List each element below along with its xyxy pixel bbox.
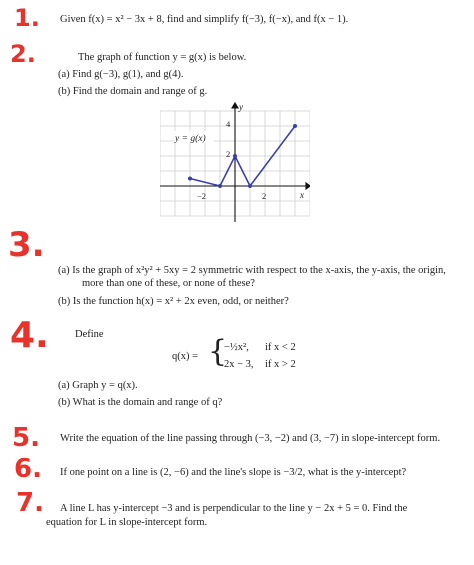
problem-4-define: Define — [75, 329, 104, 340]
problem-number-3: 3. — [8, 225, 45, 265]
x-axis-label: x — [300, 190, 304, 200]
problem-3-part-a-line2: more than one of these, or none of these? — [82, 278, 255, 289]
problem-4-part-a: (a) Graph y = q(x). — [58, 380, 138, 391]
problem-5-text: Write the equation of the line passing through (−3, −2) and (3, −7) in slope-intercept form. — [60, 433, 441, 444]
problem-2-intro: The graph of function y = g(x) is below. — [78, 52, 247, 63]
graph-label: y = g(x) — [175, 134, 206, 144]
problem-number-5: 5. — [12, 423, 40, 453]
problem-6-text: If one point on a line is (2, −6) and the line's slope is −3/2, what is the y-intercept? — [60, 467, 407, 478]
problem-7-line1: A line L has y-intercept −3 and is perpendicular to the line y − 2x + 5 = 0. Find the — [60, 503, 408, 514]
problem-7-line2: equation for L in slope-intercept form. — [46, 517, 208, 528]
graph-point — [218, 184, 222, 188]
graph-point — [293, 124, 297, 128]
piecewise-name: q(x) = — [172, 351, 199, 362]
problem-number-4: 4. — [10, 315, 49, 356]
graph-point — [233, 154, 237, 158]
piecewise-case1-cond: if x < 2 — [265, 342, 296, 353]
problem-3-part-b: (b) Is the function h(x) = x² + 2x even, odd, or neither? — [58, 296, 289, 307]
problem-number-6: 6. — [14, 454, 42, 484]
problem-1-text: Given f(x) = x² − 3x + 8, find and simplify f(−3), f(−x), and f(x − 1). — [60, 14, 349, 25]
piecewise-case1-expr: −½x², — [224, 342, 249, 353]
axes — [160, 103, 310, 222]
problem-number-7: 7. — [16, 488, 44, 518]
problem-4-part-b: (b) What is the domain and range of q? — [58, 397, 223, 408]
y-axis-label: y — [239, 102, 243, 112]
graph-point — [188, 177, 192, 181]
tick-label-y2: 2 — [226, 149, 231, 159]
piecewise-case2-cond: if x > 2 — [265, 359, 296, 370]
y-axis-arrow — [232, 103, 238, 108]
problem-3-part-a-line1: (a) Is the graph of x²y² + 5xy = 2 symmetric with respect to the x-axis, the y-axis, the origin, — [58, 265, 446, 276]
function-graph — [160, 100, 310, 225]
x-axis-arrow — [306, 183, 310, 189]
problem-number-2: 2. — [10, 40, 36, 68]
problem-number-1: 1. — [14, 4, 40, 32]
piecewise-case2-expr: 2x − 3, — [224, 359, 254, 370]
tick-label-y4: 4 — [226, 119, 231, 129]
graph-point — [248, 184, 252, 188]
problem-2-part-a: (a) Find g(−3), g(1), and g(4). — [58, 69, 184, 80]
problem-2-part-b: (b) Find the domain and range of g. — [58, 86, 208, 97]
tick-label-x-neg2: −2 — [197, 191, 207, 201]
tick-label-x2: 2 — [262, 191, 267, 201]
piecewise-brace: { — [208, 334, 228, 369]
